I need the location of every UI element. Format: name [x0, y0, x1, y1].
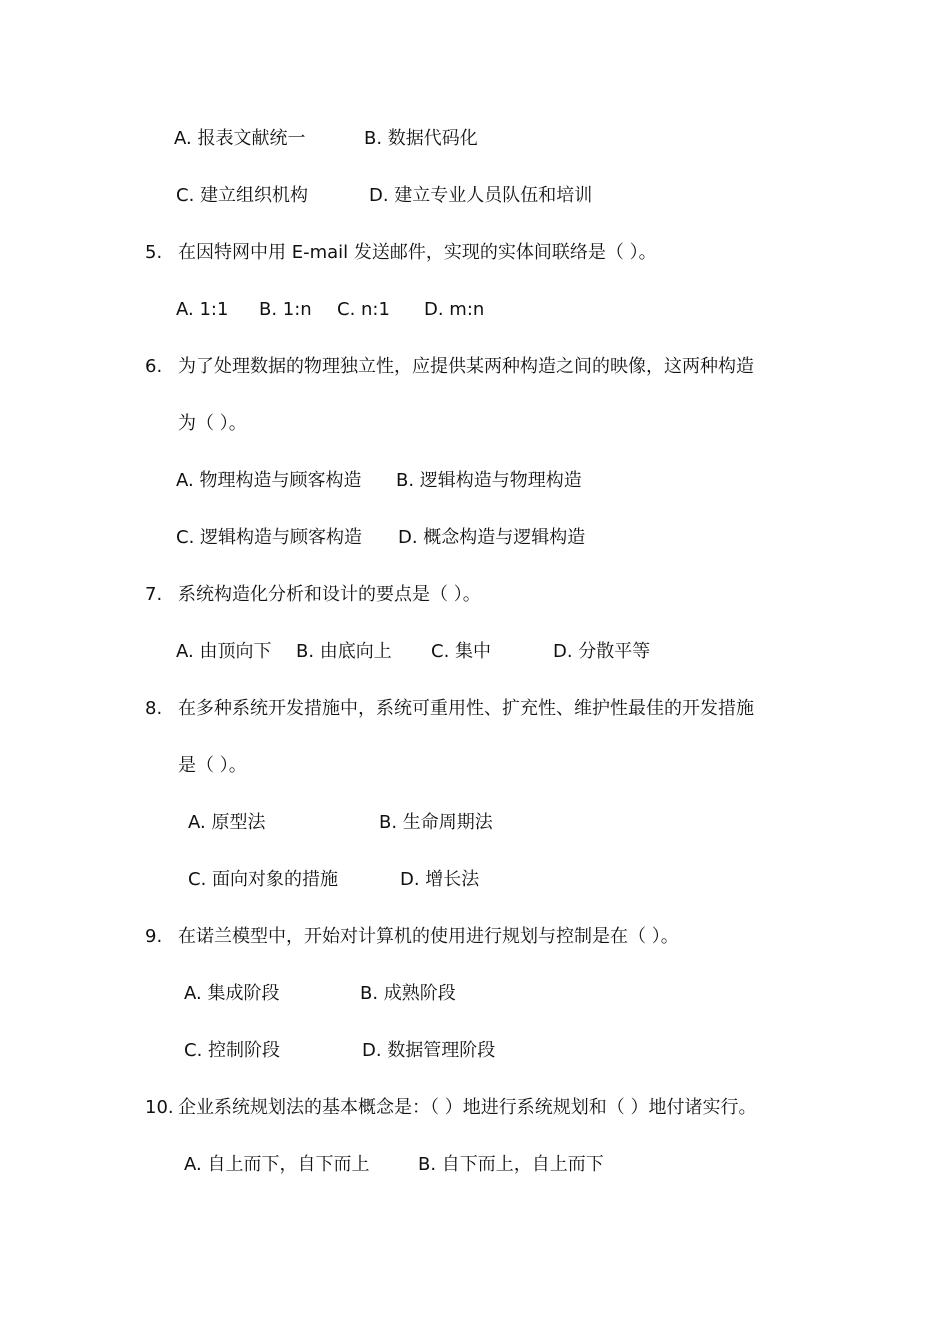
question-text: 为了处理数据的物理独立性，应提供某两种构造之间的映像，这两种构造 — [178, 356, 754, 377]
q4-option-b: B. 数据代码化 — [364, 128, 478, 149]
q8-option-a: A. 原型法 — [188, 812, 266, 833]
q5-option-c: C. n:1 — [337, 299, 390, 320]
question-number: 8. — [145, 698, 163, 719]
q6-option-b: B. 逻辑构造与物理构造 — [396, 470, 582, 491]
q8-option-d: D. 增长法 — [400, 869, 480, 890]
question-text: 为（ ）。 — [178, 413, 247, 434]
question-number: 9. — [145, 926, 163, 947]
q7-option-b: B. 由底向上 — [296, 641, 392, 662]
question-text: 在因特网中用 E-mail 发送邮件，实现的实体间联络是（ ）。 — [178, 242, 657, 263]
q6-option-d: D. 概念构造与逻辑构造 — [398, 527, 586, 548]
q4-option-d: D. 建立专业人员队伍和培训 — [369, 185, 593, 206]
q6-option-c: C. 逻辑构造与顾客构造 — [176, 527, 363, 548]
question-text: 是（ ）。 — [178, 755, 247, 776]
q7-option-c: C. 集中 — [431, 641, 492, 662]
question-text: 系统构造化分析和设计的要点是（ ）。 — [178, 584, 481, 605]
q5-option-a: A. 1:1 — [176, 299, 229, 320]
question-text: 企业系统规划法的基本概念是：（ ）地进行系统规划和（ ）地付诸实行。 — [178, 1097, 757, 1118]
q4-option-c: C. 建立组织机构 — [176, 185, 309, 206]
q4-option-a: A. 报表文献统一 — [174, 128, 306, 149]
q5-option-b: B. 1:n — [259, 299, 312, 320]
question-number: 10. — [145, 1097, 174, 1118]
q10-option-a: A. 自上而下，自下而上 — [184, 1154, 370, 1175]
question-text: 在多种系统开发措施中，系统可重用性、扩充性、维护性最佳的开发措施 — [178, 698, 754, 719]
q10-option-b: B. 自下而上，自上而下 — [418, 1154, 604, 1175]
question-text: 在诺兰模型中，开始对计算机的使用进行规划与控制是在（ ）。 — [178, 926, 679, 947]
question-number: 7. — [145, 584, 163, 605]
q5-option-d: D. m:n — [424, 299, 485, 320]
q8-option-c: C. 面向对象的措施 — [188, 869, 339, 890]
q7-option-a: A. 由顶向下 — [176, 641, 272, 662]
q6-option-a: A. 物理构造与顾客构造 — [176, 470, 362, 491]
q8-option-b: B. 生命周期法 — [379, 812, 493, 833]
question-number: 6. — [145, 356, 163, 377]
q9-option-b: B. 成熟阶段 — [360, 983, 456, 1004]
q9-option-c: C. 控制阶段 — [184, 1040, 281, 1061]
q9-option-d: D. 数据管理阶段 — [362, 1040, 496, 1061]
q7-option-d: D. 分散平等 — [553, 641, 651, 662]
question-number: 5. — [145, 242, 163, 263]
q9-option-a: A. 集成阶段 — [184, 983, 280, 1004]
